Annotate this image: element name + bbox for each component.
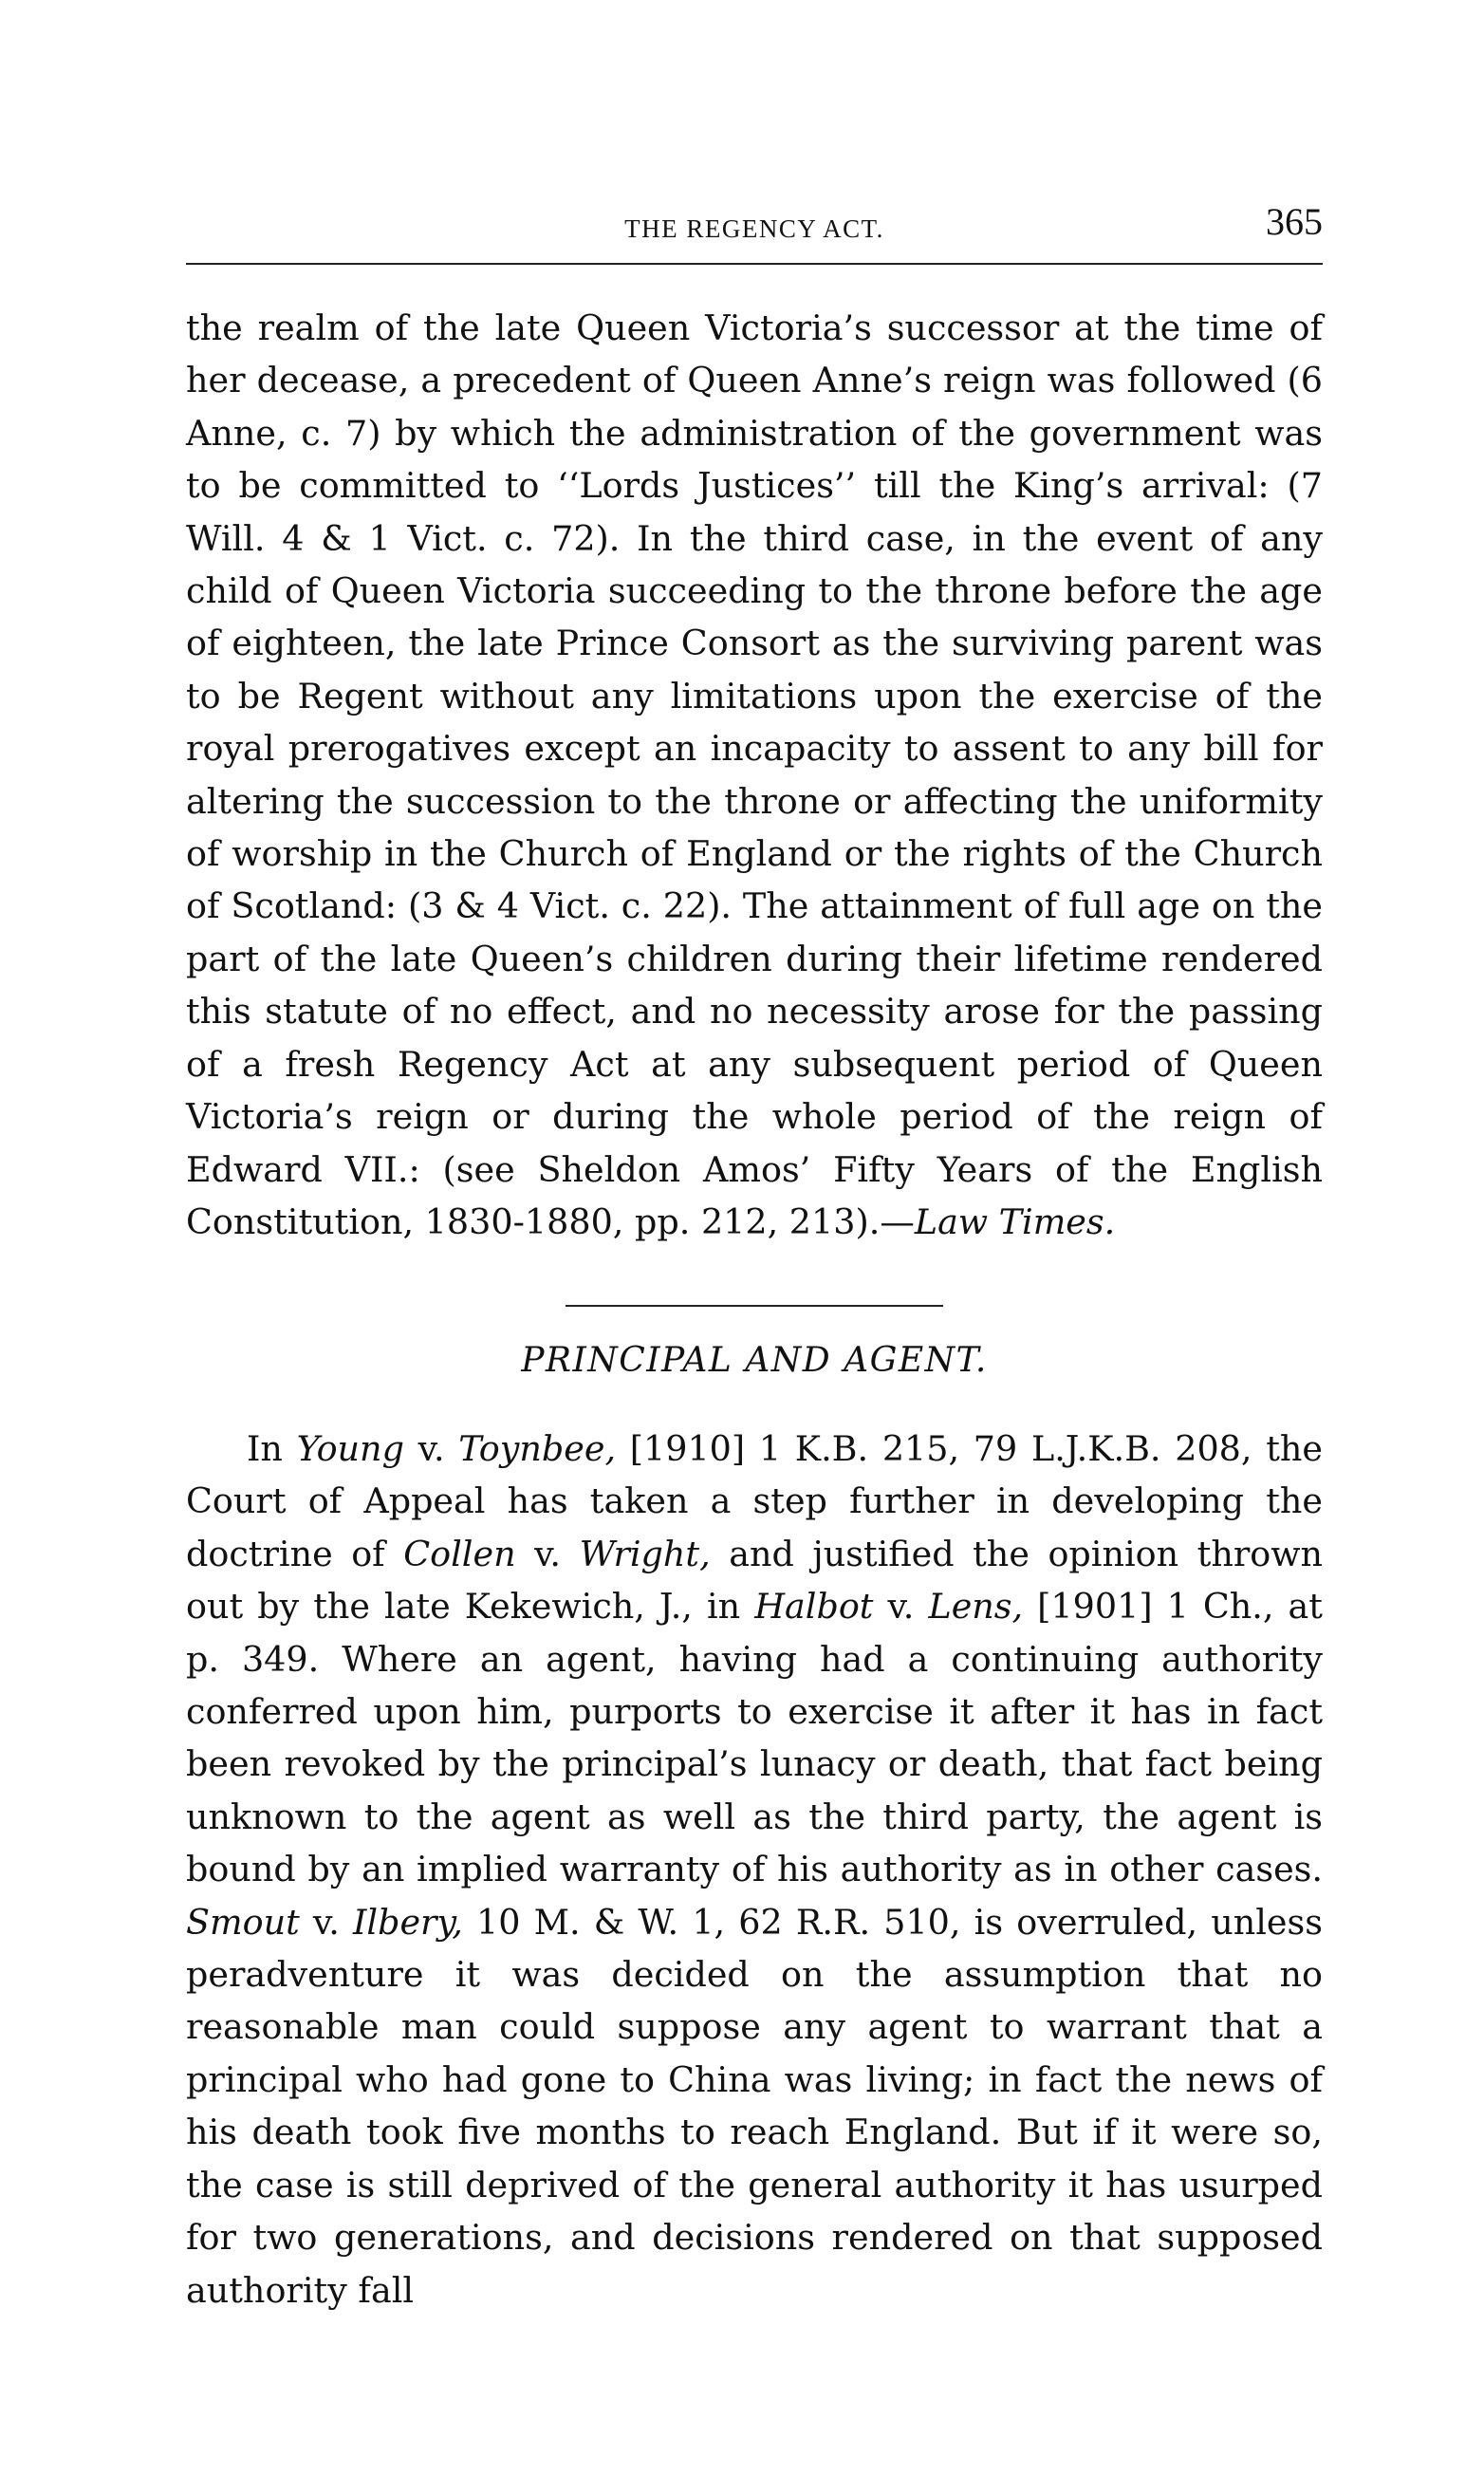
regency-act-continuation: [186, 302, 1323, 1248]
source-citation: Law Times.: [914, 1200, 1116, 1242]
running-header: [186, 197, 1323, 254]
text-run: [1910] 1 K.B. 215, 79 L.J.K.B. 208, the Court of Appeal has taken a step further in developing the doctrine of: [186, 1428, 1323, 1574]
running-title: THE REGENCY ACT.: [624, 214, 884, 243]
text-run: [1901] 1 Ch., at p. 349. Where an agent, having had a continuing authority conferred upon him, purports to exercise it after it has in fact been revoked by the principal’s lunacy or death, that fact being unknown to the agent as well as the third party, the agent is bound by an implied warranty of his authority as in other cases.: [186, 1586, 1323, 1890]
header-rule: [186, 263, 1323, 265]
regency-act-paragraph: [186, 302, 1323, 1248]
section-divider: [566, 1305, 943, 1307]
text-run: v.: [299, 1901, 353, 1943]
section-heading: PRINCIPAL AND AGENT.: [521, 1341, 988, 1380]
paragraph-text: the realm of the late Queen Victoria’s successor at the time of her decease, a precedent of Queen Anne’s reign was followed (6 Anne, c. 7) by which the administration of the government was to be committed to ‘‘Lords Justices’’ till the King’s arrival: (7 Will. 4 & 1 Vict. c. 72). In the third case, in the event of any child of Queen Victoria succeeding to the throne before the age of eighteen, the late Prince Consort as the surviving parent was to be Regent without any limitations upon the exercise of the royal prerogatives except an incapacity to assent to any bill for altering the succession to the throne or affecting the uniformity of worship in the Church of England or the rights of the Church of Scotland: (3 & 4 Vict. c. 22). The attainment of full age on the part of the late Queen’s children during their lifetime rendered this statute of no effect, and no necessity arose for the passing of a fresh Regency Act at any subsequent period of Queen Victoria’s reign or during the whole period of the reign of Edward VII.: (see Sheldon Amos’ Fifty Years of the English Constitution, 1830-1880, pp. 212, 213).—: [186, 307, 1323, 1242]
text-run: and justified the opinion thrown out by the late Kekewich, J., in: [186, 1533, 1324, 1628]
case-name: Halbot: [754, 1586, 874, 1628]
text-run: In: [247, 1428, 297, 1469]
text-run: v.: [403, 1428, 459, 1469]
text-run: 10 M. & W. 1, 62 R.R. 510, is overruled, unless peradventure it was decided on the assumption that no reasonable man could suppose any agent to warrant that a principal who had gone to China was living; in fact the news of his death took five months to reach England. But if it were so, the case is still deprived of the general authority it has usurped for two generations, and decisions rendered on that supposed authority fall: [186, 1901, 1323, 2311]
text-run: v.: [515, 1533, 580, 1574]
case-name: Lens,: [928, 1586, 1024, 1628]
case-name: Wright,: [579, 1533, 711, 1574]
page-number: 365: [1266, 200, 1323, 243]
case-name: Young: [296, 1428, 404, 1469]
case-name: Smout: [186, 1901, 300, 1943]
text-run: v.: [873, 1586, 929, 1628]
case-name: Collen: [403, 1533, 516, 1574]
principal-and-agent-section: [186, 1423, 1323, 2317]
principal-agent-paragraph: [186, 1423, 1323, 2317]
case-name: Toynbee,: [458, 1428, 617, 1469]
case-name: Ilbery,: [352, 1901, 463, 1943]
